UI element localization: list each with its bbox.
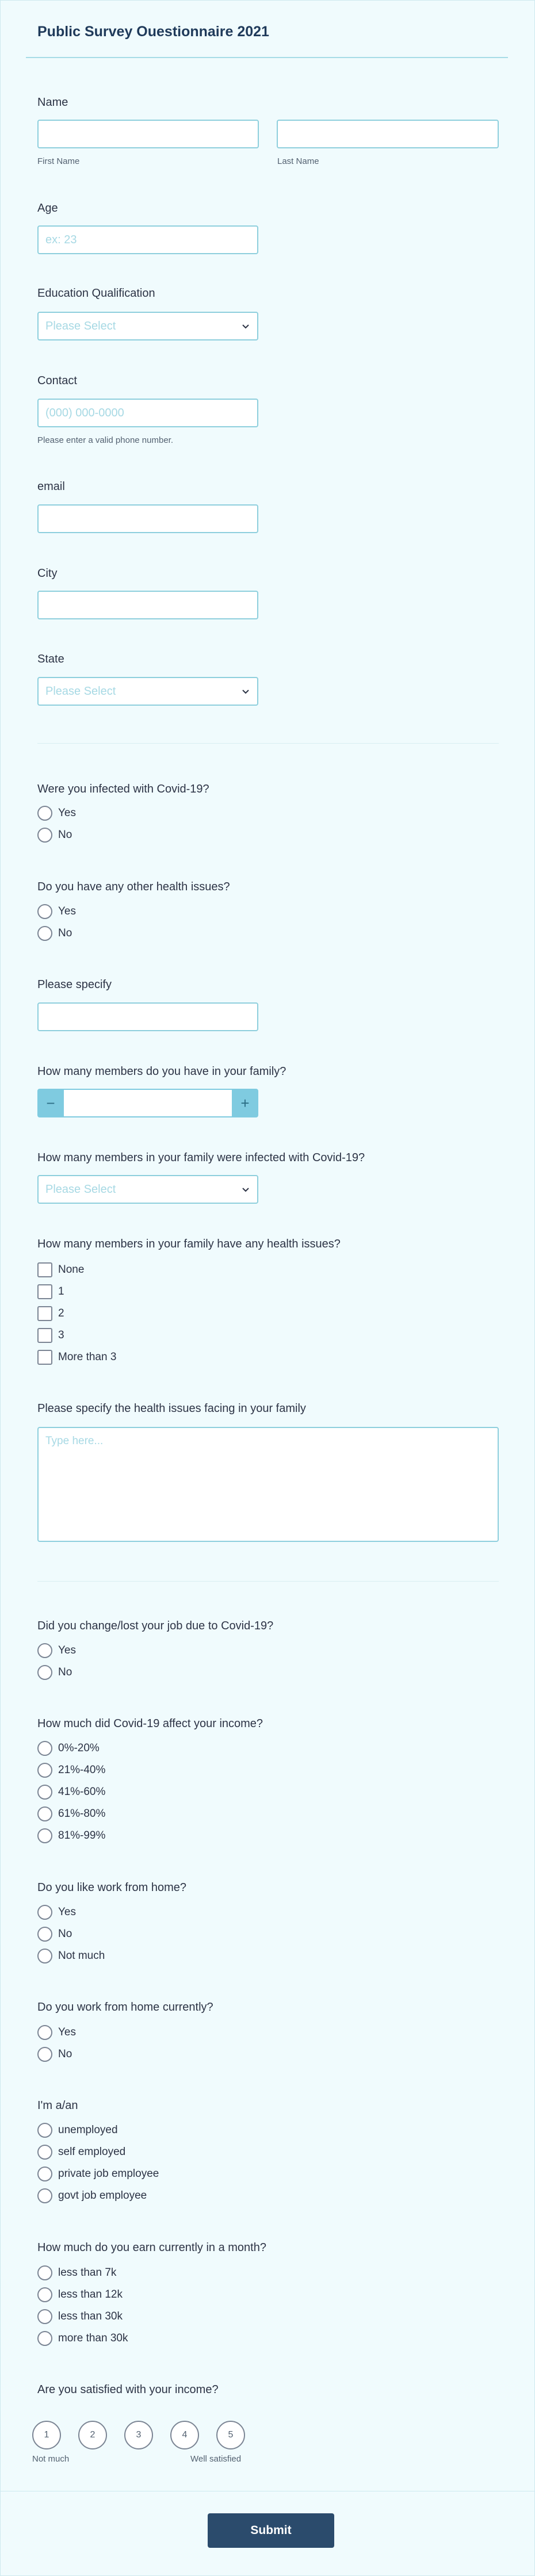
option-label: No [58, 829, 72, 841]
radio-option[interactable] [37, 1781, 105, 1803]
scale-high-label: Well satisfied [190, 2454, 242, 2464]
option-label: private job employee [58, 2168, 159, 2180]
radio-option[interactable] [37, 1901, 105, 1923]
members-health-options [37, 1259, 116, 1368]
radio-option[interactable] [37, 2163, 159, 2185]
option-label: No [58, 927, 72, 939]
infected-question: Were you infected with Covid-19? [37, 783, 209, 795]
wfh-current-question: Do you work from home currently? [37, 2001, 213, 2014]
health-options [37, 901, 76, 944]
members-count-input[interactable] [64, 1089, 232, 1117]
education-selected-value: Please Select [45, 319, 116, 332]
chevron-down-icon [241, 321, 250, 331]
radio-option[interactable] [37, 1825, 105, 1847]
checkbox[interactable] [37, 1328, 52, 1343]
last-name-input[interactable] [277, 120, 499, 148]
title-divider [26, 57, 508, 58]
name-label: Name [37, 96, 68, 109]
checkbox-option[interactable] [37, 1346, 116, 1368]
option-label: less than 30k [58, 2310, 123, 2322]
scale-option-2[interactable]: 2 [78, 2421, 107, 2449]
members-infected-question: How many members in your family were infected with Covid-19? [37, 1151, 365, 1164]
members-health-question: How many members in your family have any health issues? [37, 1238, 341, 1250]
option-label: 2 [58, 1307, 64, 1319]
increment-button[interactable]: + [232, 1089, 258, 1117]
job-options [37, 1640, 76, 1683]
radio-circle[interactable] [37, 1949, 52, 1963]
checkbox[interactable] [37, 1350, 52, 1365]
contact-label: Contact [37, 374, 77, 387]
email-input[interactable] [37, 504, 258, 533]
radio-option[interactable] [37, 1803, 105, 1825]
earn-options [37, 2262, 128, 2349]
earn-question: How much do you earn currently in a month? [37, 2241, 266, 2254]
checkbox-option[interactable] [37, 1325, 116, 1346]
employment-question: I'm a/an [37, 2099, 78, 2112]
radio-circle[interactable] [37, 1665, 52, 1680]
income-options [37, 1737, 105, 1847]
radio-option[interactable] [37, 2119, 159, 2141]
chevron-down-icon [241, 1185, 250, 1194]
radio-circle[interactable] [37, 2025, 52, 2040]
radio-option[interactable] [37, 2141, 159, 2163]
health-issues-label: Please specify the health issues facing in your family [37, 1402, 306, 1415]
option-label: 81%-99% [58, 1829, 106, 1842]
option-label: less than 12k [58, 2288, 123, 2301]
radio-circle[interactable] [37, 926, 52, 941]
employment-options [37, 2119, 159, 2207]
radio-circle[interactable] [37, 904, 52, 919]
radio-circle[interactable] [37, 828, 52, 843]
checkbox-option[interactable] [37, 1259, 116, 1281]
state-select[interactable] [37, 677, 258, 706]
option-label: 21%-40% [58, 1764, 106, 1776]
radio-option[interactable] [37, 1737, 105, 1759]
radio-option[interactable] [37, 923, 76, 944]
radio-option[interactable] [37, 2328, 128, 2349]
option-label: None [58, 1264, 85, 1276]
scale-option-5[interactable]: 5 [216, 2421, 245, 2449]
radio-circle[interactable] [37, 2331, 52, 2346]
scale-option-3[interactable]: 3 [124, 2421, 153, 2449]
specify-input[interactable] [37, 1002, 258, 1031]
members-infected-selected-value: Please Select [45, 1182, 116, 1196]
option-label: 61%-80% [58, 1808, 106, 1820]
radio-option[interactable] [37, 901, 76, 923]
option-label: No [58, 1666, 72, 1678]
radio-option[interactable] [37, 2022, 76, 2043]
checkbox-option[interactable] [37, 1281, 116, 1303]
radio-circle[interactable] [37, 2047, 52, 2062]
option-label: more than 30k [58, 2332, 128, 2344]
option-label: Yes [58, 807, 76, 819]
city-label: City [37, 567, 58, 580]
city-input[interactable] [37, 591, 258, 619]
option-label: 0%-20% [58, 1742, 100, 1754]
radio-circle[interactable] [37, 1643, 52, 1658]
radio-circle[interactable] [37, 1741, 52, 1756]
last-name-sublabel: Last Name [277, 156, 319, 166]
wfh-like-options [37, 1901, 105, 1967]
scale-option-1[interactable]: 1 [32, 2421, 61, 2449]
radio-option[interactable] [37, 1759, 105, 1781]
radio-option[interactable] [37, 1662, 76, 1683]
option-label: More than 3 [58, 1351, 117, 1363]
chevron-down-icon [241, 687, 250, 696]
first-name-sublabel: First Name [37, 156, 80, 166]
radio-circle[interactable] [37, 2309, 52, 2324]
radio-option[interactable] [37, 2284, 128, 2306]
option-label: Yes [58, 905, 76, 917]
option-label: govt job employee [58, 2190, 147, 2202]
radio-option[interactable] [37, 2185, 159, 2207]
radio-option[interactable] [37, 824, 76, 846]
wfh-like-question: Do you like work from home? [37, 1881, 186, 1894]
checkbox[interactable] [37, 1262, 52, 1277]
age-label: Age [37, 202, 58, 215]
option-label: 1 [58, 1285, 64, 1297]
state-selected-value: Please Select [45, 684, 116, 698]
radio-circle[interactable] [37, 1828, 52, 1843]
radio-option[interactable] [37, 1923, 105, 1945]
radio-circle[interactable] [37, 1763, 52, 1778]
radio-circle[interactable] [37, 2145, 52, 2160]
form-title: Public Survey Ouestionnaire 2021 [37, 24, 269, 40]
radio-option[interactable] [37, 2262, 128, 2284]
option-label: 3 [58, 1329, 64, 1341]
section-divider [37, 1581, 499, 1582]
option-label: Not much [58, 1950, 105, 1962]
radio-circle[interactable] [37, 1927, 52, 1942]
education-select[interactable] [37, 312, 258, 340]
specify-label: Please specify [37, 978, 112, 991]
radio-option[interactable] [37, 1640, 76, 1662]
radio-circle[interactable] [37, 2123, 52, 2138]
email-label: email [37, 480, 65, 493]
scale-low-label: Not much [32, 2454, 70, 2464]
option-label: self employed [58, 2146, 126, 2158]
radio-option[interactable] [37, 1945, 105, 1967]
members-infected-select[interactable] [37, 1175, 258, 1204]
option-label: No [58, 1928, 72, 1940]
members-question: How many members do you have in your family? [37, 1065, 286, 1078]
contact-input[interactable] [37, 399, 258, 427]
members-stepper [37, 1089, 258, 1117]
radio-circle[interactable] [37, 2188, 52, 2203]
age-input[interactable] [37, 225, 258, 254]
radio-circle[interactable] [37, 2287, 52, 2302]
satisfied-question: Are you satisfied with your income? [37, 2383, 219, 2396]
state-label: State [37, 653, 64, 665]
contact-hint: Please enter a valid phone number. [37, 435, 173, 445]
education-label: Education Qualification [37, 287, 155, 300]
income-question: How much did Covid-19 affect your income? [37, 1717, 263, 1730]
decrement-button[interactable]: − [37, 1089, 64, 1117]
health-issues-textarea[interactable] [37, 1427, 499, 1542]
job-question: Did you change/lost your job due to Covid-19? [37, 1620, 274, 1632]
checkbox[interactable] [37, 1284, 52, 1299]
option-label: Yes [58, 1906, 76, 1918]
health-question: Do you have any other health issues? [37, 881, 230, 893]
radio-circle[interactable] [37, 2265, 52, 2280]
scale-option-4[interactable]: 4 [170, 2421, 199, 2449]
section-divider [37, 743, 499, 744]
checkbox-option[interactable] [37, 1303, 116, 1325]
option-label: Yes [58, 2026, 76, 2038]
option-label: less than 7k [58, 2267, 117, 2279]
first-name-input[interactable] [37, 120, 259, 148]
radio-option[interactable] [37, 2043, 76, 2065]
wfh-current-options [37, 2022, 76, 2065]
radio-option[interactable] [37, 2306, 128, 2328]
radio-circle[interactable] [37, 1905, 52, 1920]
option-label: Yes [58, 1644, 76, 1656]
option-label: unemployed [58, 2124, 118, 2136]
radio-circle[interactable] [37, 2167, 52, 2181]
radio-circle[interactable] [37, 806, 52, 821]
option-label: 41%-60% [58, 1786, 106, 1798]
radio-circle[interactable] [37, 1785, 52, 1800]
radio-circle[interactable] [37, 1806, 52, 1821]
submit-button[interactable]: Submit [208, 2513, 334, 2548]
checkbox[interactable] [37, 1306, 52, 1321]
option-label: No [58, 2048, 72, 2060]
infected-options [37, 802, 76, 846]
radio-option[interactable] [37, 802, 76, 824]
